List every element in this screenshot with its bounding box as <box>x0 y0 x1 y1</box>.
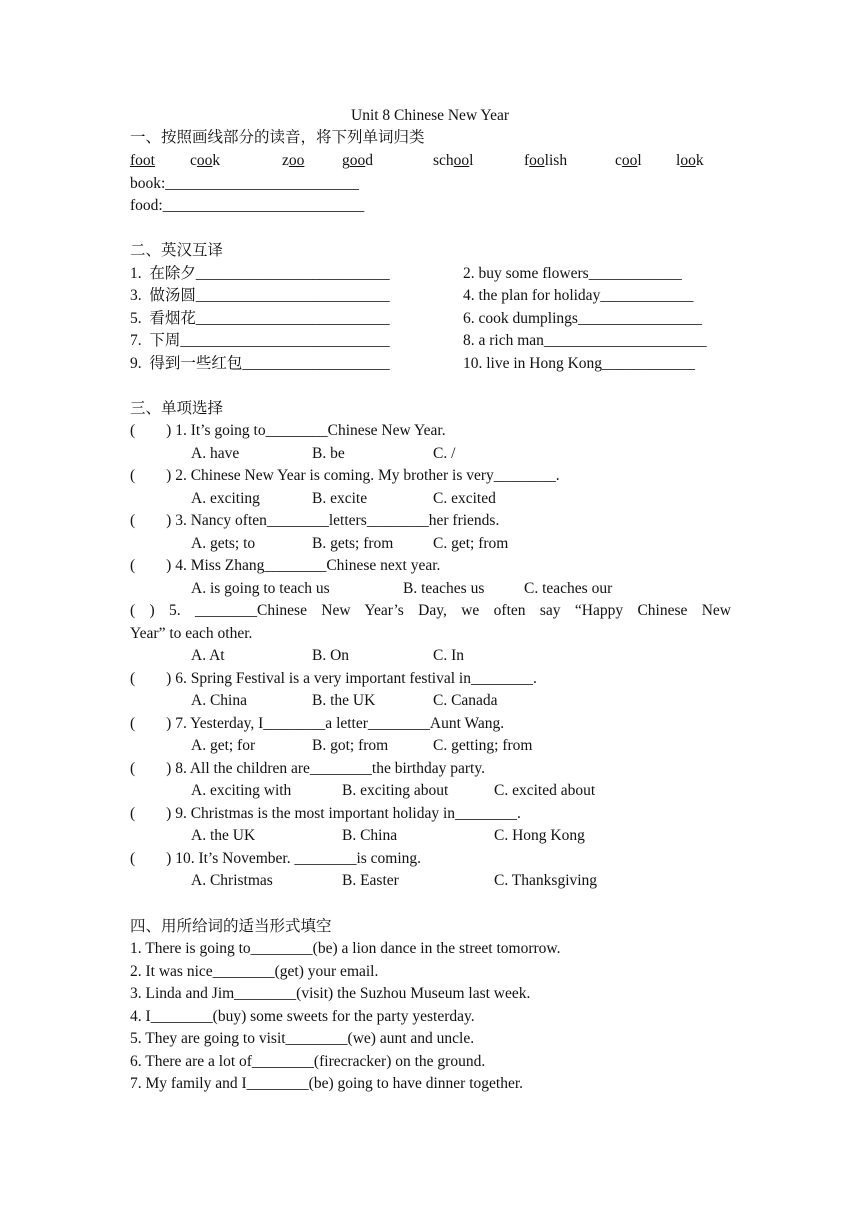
word-foot: foot <box>130 152 155 169</box>
option: C. Hong Kong <box>494 827 585 844</box>
option: A. At <box>191 647 225 664</box>
section3-heading: 三、单项选择 <box>130 400 224 417</box>
word-cook: cook <box>190 152 221 169</box>
translate-item: 7. 下周___________________________ <box>130 332 390 349</box>
word-school: school <box>433 152 474 169</box>
question-8: ( ) 8. All the children are________the birthday party. <box>130 760 485 777</box>
food-answer-line: food:__________________________ <box>130 197 365 214</box>
option: A. gets; to <box>191 535 256 552</box>
question-5-cont: Year” to each other. <box>130 625 253 642</box>
option: B. Easter <box>342 872 399 889</box>
option: A. China <box>191 692 247 709</box>
translate-item: 2. buy some flowers____________ <box>463 265 682 282</box>
option: A. the UK <box>191 827 256 844</box>
option: B. exciting about <box>342 782 449 799</box>
section2-heading: 二、英汉互译 <box>130 242 224 259</box>
option: A. have <box>191 445 240 462</box>
option: A. Christmas <box>191 872 273 889</box>
option: B. gets; from <box>312 535 394 552</box>
question-7: ( ) 7. Yesterday, I________a letter________Aunt Wang. <box>130 715 505 732</box>
question-10: ( ) 10. It’s November. ________is coming. <box>130 850 422 867</box>
fill-item: 7. My family and I________(be) going to have dinner together. <box>130 1075 524 1092</box>
fill-item: 5. They are going to visit________(we) aunt and uncle. <box>130 1030 475 1047</box>
option: C. excited about <box>494 782 596 799</box>
fill-item: 4. I________(buy) some sweets for the party yesterday. <box>130 1008 475 1025</box>
option: B. the UK <box>312 692 376 709</box>
section1-heading: 一、按照画线部分的读音，将下列单词归类 <box>130 129 425 146</box>
translate-item: 3. 做汤圆_________________________ <box>130 287 390 304</box>
fill-item: 3. Linda and Jim________(visit) the Suzhou Museum last week. <box>130 985 531 1002</box>
option: C. Thanksgiving <box>494 872 598 889</box>
question-2: ( ) 2. Chinese New Year is coming. My brother is very________. <box>130 467 560 484</box>
translate-item: 1. 在除夕_________________________ <box>130 265 390 282</box>
book-answer-line: book:_________________________ <box>130 175 360 192</box>
option: B. China <box>342 827 398 844</box>
page-title: Unit 8 Chinese New Year <box>351 107 509 124</box>
option: B. teaches us <box>403 580 485 597</box>
option: C. getting; from <box>433 737 533 754</box>
translate-item: 5. 看烟花_________________________ <box>130 310 390 327</box>
fill-item: 6. There are a lot of________(firecracker) on the ground. <box>130 1053 486 1070</box>
option: C. excited <box>433 490 496 507</box>
word-zoo: zoo <box>282 152 305 169</box>
option: C. teaches our <box>524 580 613 597</box>
word-cool: cool <box>615 152 642 169</box>
question-3: ( ) 3. Nancy often________letters________her friends. <box>130 512 500 529</box>
question-6: ( ) 6. Spring Festival is a very important festival in________. <box>130 670 537 687</box>
question-4: ( ) 4. Miss Zhang________Chinese next year. <box>130 557 441 574</box>
word-foolish: foolish <box>524 152 568 169</box>
question-1: ( ) 1. It’s going to________Chinese New Year. <box>130 422 446 439</box>
option: A. exciting with <box>191 782 292 799</box>
option: C. get; from <box>433 535 509 552</box>
question-9: ( ) 9. Christmas is the most important holiday in________. <box>130 805 521 822</box>
fill-item: 2. It was nice________(get) your email. <box>130 963 379 980</box>
translate-item: 10. live in Hong Kong____________ <box>463 355 696 372</box>
option: B. On <box>312 647 350 664</box>
word-good: good <box>342 152 373 169</box>
option: C. Canada <box>433 692 498 709</box>
fill-item: 1. There is going to________(be) a lion dance in the street tomorrow. <box>130 940 561 957</box>
option: B. excite <box>312 490 368 507</box>
option: B. be <box>312 445 345 462</box>
translate-item: 4. the plan for holiday____________ <box>463 287 694 304</box>
word-look: look <box>676 152 704 169</box>
option: A. get; for <box>191 737 256 754</box>
translate-item: 8. a rich man_____________________ <box>463 332 707 349</box>
option: C. In <box>433 647 464 664</box>
section4-heading: 四、用所给词的适当形式填空 <box>130 918 332 935</box>
option: A. exciting <box>191 490 260 507</box>
question-5: ( ) 5. ________Chinese New Year’s Day, we often say “Happy Chinese New <box>130 602 731 619</box>
translate-item: 9. 得到一些红包___________________ <box>130 355 390 372</box>
option: A. is going to teach us <box>191 580 330 597</box>
option: C. / <box>433 445 456 462</box>
option: B. got; from <box>312 737 389 754</box>
translate-item: 6. cook dumplings________________ <box>463 310 702 327</box>
